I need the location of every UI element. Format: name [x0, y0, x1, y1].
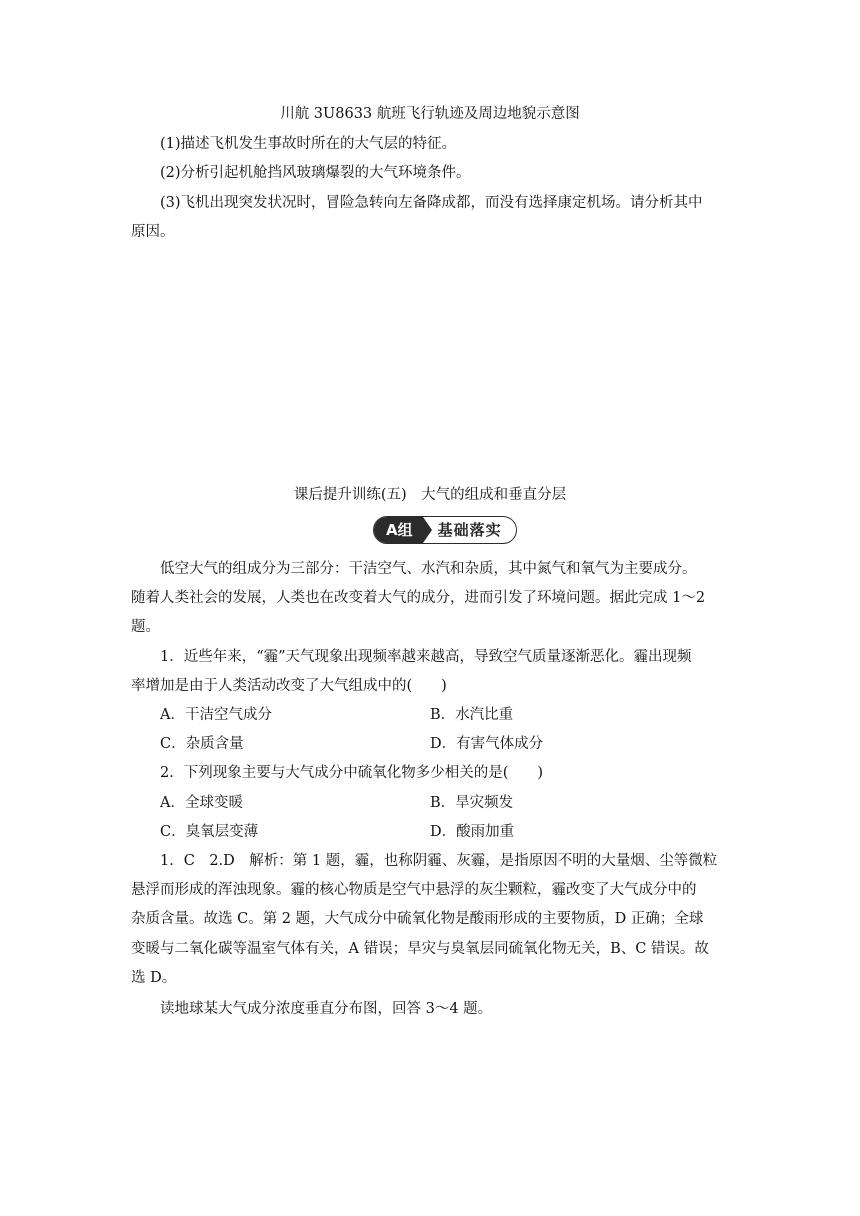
section-title: 课后提升训练(五) 大气的组成和垂直分层 — [293, 487, 567, 503]
intro-line-1: 低空大气的组成分为三部分：干洁空气、水汽和杂质，其中氮气和氧气为主要成分。 — [160, 561, 697, 577]
intro-line-3: 题。 — [131, 619, 160, 635]
question-1-stem-line1: 1．近些年来，“霾”天气现象出现频率越来越高，导致空气质量逐渐恶化。霾出现频 — [160, 649, 692, 665]
question-2-stem: 2．下列现象主要与大气成分中硫氧化物多少相关的是( ) — [160, 765, 544, 781]
answer-line-4: 变暖与二氧化碳等温室气体有关，A 错误；旱灾与臭氧层同硫氧化物无关，B、C 错误。故 — [131, 941, 709, 957]
answer-line-5: 选 D。 — [131, 970, 177, 986]
question-1-option-c: C．杂质含量 — [160, 736, 244, 752]
answer-line-2: 悬浮而形成的浑浊现象。霾的核心物质是空气中悬浮的灰尘颗粒，霾改变了大气成分中的 — [131, 882, 697, 898]
question-part-2: (2)分析引起机舱挡风玻璃爆裂的大气环境条件。 — [160, 165, 471, 181]
intro-line-2: 随着人类社会的发展，人类也在改变着大气的成分，进而引发了环境问题。据此完成 1～2 — [131, 590, 706, 606]
question-2-option-a: A．全球变暖 — [160, 795, 243, 811]
question-1-option-d: D．有害气体成分 — [430, 736, 544, 752]
badge-title: 基础落实 — [437, 521, 502, 539]
question-2-option-d: D．酸雨加重 — [430, 824, 515, 840]
question-part-3-line1: (3)飞机出现突发状况时，冒险急转向左备降成都，而没有选择康定机场。请分析其中 — [160, 195, 703, 211]
question-part-3-line2: 原因。 — [131, 224, 175, 240]
question-part-1: (1)描述飞机发生事故时所在的大气层的特征。 — [160, 136, 457, 152]
question-1-stem-line2: 率增加是由于人类活动改变了大气组成中的( ) — [131, 678, 447, 694]
question-2-option-c: C．臭氧层变薄 — [160, 824, 259, 840]
answer-line-3: 杂质含量。故选 C。第 2 题，大气成分中硫氧化物是酸雨形成的主要物质，D 正确；全球 — [131, 911, 704, 927]
figure-caption: 川航 3U8633 航班飞行轨迹及周边地貌示意图 — [280, 106, 580, 122]
answer-line-1: 1．C 2.D 解析：第 1 题，霾，也称阴霾、灰霾，是指原因不明的大量烟、尘等微粒 — [160, 853, 718, 869]
badge-group-label: A组 — [374, 517, 423, 543]
badge-separator — [423, 517, 432, 543]
group-badge — [373, 516, 517, 544]
question-1-option-a: A．干洁空气成分 — [160, 707, 272, 723]
question-2-option-b: B．旱灾频发 — [430, 795, 514, 811]
question-1-option-b: B．水汽比重 — [430, 707, 514, 723]
next-questions-intro: 读地球某大气成分浓度垂直分布图，回答 3～4 题。 — [160, 1001, 493, 1017]
